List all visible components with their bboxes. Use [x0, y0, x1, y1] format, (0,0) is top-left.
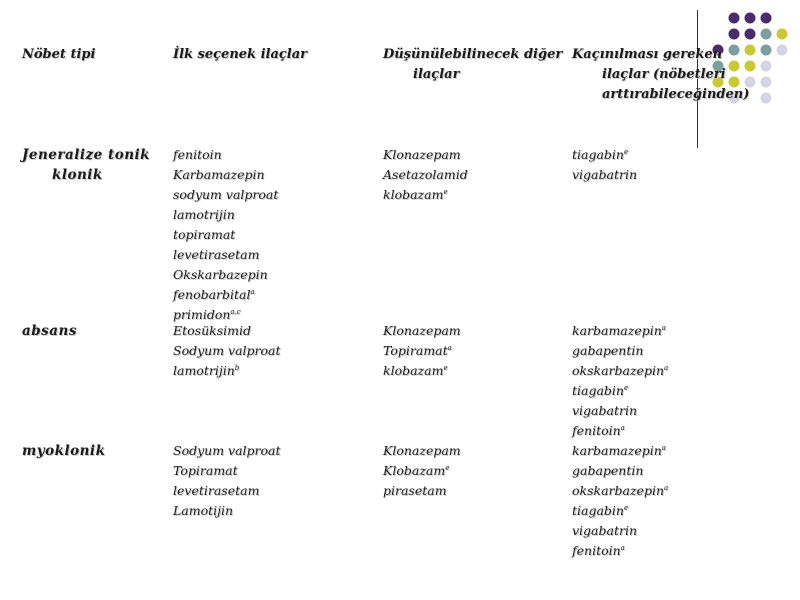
footnote-marker: e — [443, 363, 448, 372]
footnote-marker: e — [623, 503, 629, 512]
footnote-marker: e — [443, 187, 448, 196]
drug-name: Topiramat — [383, 343, 448, 358]
drug-name: karbamazepin — [572, 443, 662, 458]
header-seizure-type-text: Nöbet tipi — [22, 47, 96, 62]
avoid-list — [572, 441, 668, 561]
drug-name: primidon — [173, 307, 231, 322]
drug-name: vigabatrin — [572, 403, 638, 418]
drug-item — [383, 461, 461, 481]
drug-name: vigabatrin — [572, 523, 638, 538]
drug-item — [572, 361, 668, 381]
footnote-marker: e — [445, 463, 450, 472]
footnote-marker: a — [661, 323, 666, 332]
decorative-dot — [729, 29, 740, 40]
drug-name: tiagabin — [572, 503, 624, 518]
other-options-list — [383, 145, 468, 205]
drug-item — [572, 381, 668, 401]
drug-name: okskarbazepin — [572, 483, 665, 498]
drug-item — [572, 421, 668, 441]
row-type-text: myoklonik — [22, 443, 106, 459]
drug-item — [173, 285, 278, 305]
drug-item — [173, 165, 278, 185]
first-line-list — [173, 321, 281, 381]
decorative-dot — [761, 13, 772, 24]
drug-name: Topiramat — [173, 463, 238, 478]
drug-name: levetirasetam — [173, 247, 260, 262]
drug-item — [173, 441, 281, 461]
drug-item — [173, 205, 278, 225]
drug-name: klobazam — [383, 363, 444, 378]
drug-item — [173, 185, 278, 205]
footnote-marker: a — [664, 483, 669, 492]
header-other-line1: Düşünülebilinecek diğer — [383, 47, 563, 62]
drug-name: klobazam — [383, 187, 444, 202]
other-options-list — [383, 441, 461, 501]
drug-item — [572, 501, 668, 521]
drug-name: karbamazepin — [572, 323, 662, 338]
header-avoid-line2: ilaçlar (nöbetleri — [602, 67, 726, 82]
drug-item — [572, 321, 668, 341]
drug-name: topiramat — [173, 227, 236, 242]
drug-item — [572, 441, 668, 461]
drug-item — [173, 265, 278, 285]
drug-name: Klonazepam — [383, 443, 461, 458]
footnote-marker: e — [623, 147, 629, 156]
drug-item — [383, 185, 468, 205]
decorative-dot — [745, 29, 756, 40]
decorative-dot — [777, 45, 788, 56]
drug-name: fenobarbital — [173, 287, 251, 302]
drug-name: Okskarbazepin — [173, 267, 268, 282]
decorative-dot — [761, 45, 772, 56]
footnote-marker: e — [623, 383, 629, 392]
drug-name: Lamotijin — [173, 503, 234, 518]
drug-item — [173, 501, 281, 521]
row-type-myoclonic — [22, 441, 105, 461]
drug-name: fenitoin — [173, 147, 222, 162]
drug-name: Asetazolamid — [383, 167, 468, 182]
footnote-marker: a,c — [230, 307, 241, 316]
drug-item — [383, 145, 468, 165]
footnote-marker: a — [620, 423, 625, 432]
row-type-absence — [22, 321, 77, 341]
avoid-list — [572, 145, 637, 185]
drug-item — [383, 165, 468, 185]
drug-name: tiagabin — [572, 383, 624, 398]
drug-item — [383, 481, 461, 501]
drug-name: Klonazepam — [383, 147, 461, 162]
drug-item — [572, 461, 668, 481]
drug-item — [383, 441, 461, 461]
header-avoid — [572, 45, 749, 105]
drug-name: pirasetam — [383, 483, 447, 498]
footnote-marker: a — [250, 287, 255, 296]
drug-item — [383, 361, 461, 381]
drug-item — [572, 145, 637, 165]
drug-name: Sodyum valproat — [173, 443, 281, 458]
decorative-dot — [761, 93, 772, 104]
first-line-list — [173, 441, 281, 521]
drug-name: gabapentin — [572, 343, 644, 358]
drug-item — [173, 245, 278, 265]
drug-name: vigabatrin — [572, 167, 638, 182]
drug-name: Sodyum valproat — [173, 343, 281, 358]
footnote-marker: a — [620, 543, 625, 552]
drug-name: Klonazepam — [383, 323, 461, 338]
drug-name: Etosüksimid — [173, 323, 251, 338]
drug-item — [173, 461, 281, 481]
drug-item — [173, 321, 281, 341]
drug-item — [173, 225, 278, 245]
header-seizure-type — [22, 45, 95, 65]
drug-item — [572, 165, 637, 185]
drug-name: gabapentin — [572, 463, 644, 478]
other-options-list — [383, 321, 461, 381]
decorative-dot — [761, 77, 772, 88]
decorative-dot — [729, 13, 740, 24]
footnote-marker: a — [664, 363, 669, 372]
drug-item — [572, 341, 668, 361]
drug-item — [173, 145, 278, 165]
drug-name: Klobazam — [383, 463, 446, 478]
drug-name: sodyum valproat — [173, 187, 279, 202]
decorative-dot — [745, 13, 756, 24]
header-first-line — [173, 45, 307, 65]
decorative-dot — [777, 29, 788, 40]
decorative-dot — [761, 29, 772, 40]
header-other-line2: ilaçlar — [413, 67, 460, 82]
decorative-dot — [761, 61, 772, 72]
header-avoid-line3: arttırabileceğinden) — [602, 87, 750, 102]
drug-name: Karbamazepin — [173, 167, 265, 182]
row-type-text: absans — [22, 323, 77, 339]
drug-name: tiagabin — [572, 147, 624, 162]
row-type-text-2: klonik — [52, 167, 103, 183]
drug-item — [572, 521, 668, 541]
drug-item — [173, 361, 281, 381]
row-type-generalized — [22, 145, 150, 185]
footnote-marker: a — [661, 443, 666, 452]
drug-name: fenitoin — [572, 543, 621, 558]
drug-item — [572, 541, 668, 561]
footnote-marker: b — [234, 363, 240, 372]
first-line-list — [173, 145, 278, 325]
avoid-list — [572, 321, 668, 441]
drug-name: lamotrijin — [173, 207, 235, 222]
header-other-options — [383, 45, 562, 85]
drug-item — [572, 401, 668, 421]
drug-name: levetirasetam — [173, 483, 260, 498]
footnote-marker: a — [447, 343, 452, 352]
header-first-line-text: İlk seçenek ilaçlar — [173, 47, 308, 62]
drug-item — [572, 481, 668, 501]
row-type-text: Jeneralize tonik — [22, 147, 150, 163]
drug-name: okskarbazepin — [572, 363, 665, 378]
drug-item — [173, 481, 281, 501]
drug-name: fenitoin — [572, 423, 621, 438]
header-avoid-line1: Kaçınılması gereken — [572, 47, 723, 62]
drug-item — [383, 341, 461, 361]
drug-name: lamotrijin — [173, 363, 235, 378]
drug-item — [173, 341, 281, 361]
drug-item — [383, 321, 461, 341]
